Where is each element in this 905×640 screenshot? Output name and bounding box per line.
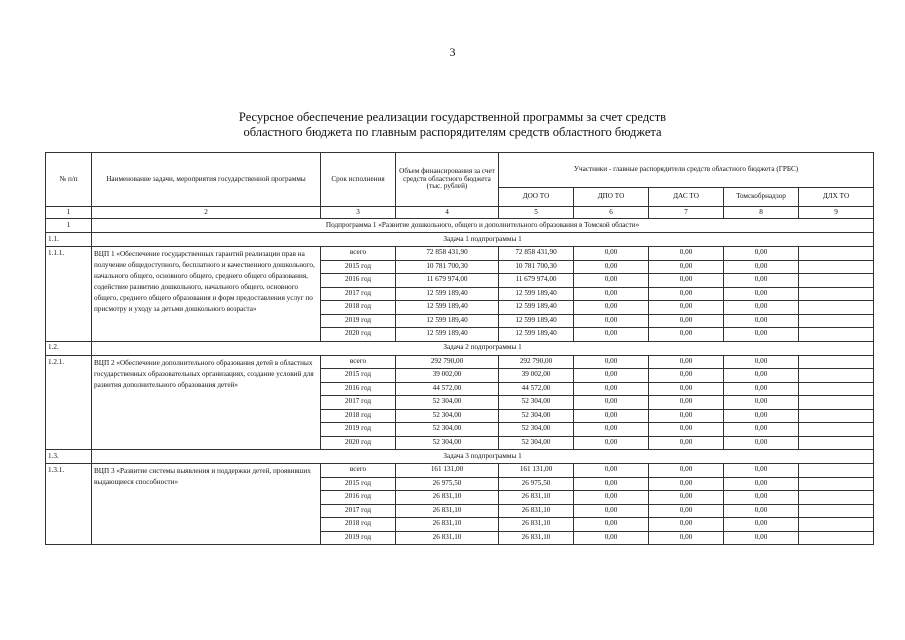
grbs-cell: 0,00	[649, 477, 724, 491]
title-line-1: Ресурсное обеспечение реализации государственной программы за счет средств	[238, 110, 667, 124]
grbs-cell: 12 599 189,40	[499, 314, 574, 328]
header-period: Срок исполнения	[321, 153, 396, 207]
header-grbs: ДАС ТО	[649, 188, 724, 207]
subprogram-index: 1	[46, 219, 92, 233]
grbs-cell	[799, 369, 874, 383]
grbs-cell: 0,00	[724, 287, 799, 301]
volume-cell: 292 790,00	[396, 355, 499, 369]
grbs-cell: 0,00	[724, 518, 799, 532]
table-row	[46, 464, 874, 478]
grbs-cell: 0,00	[649, 369, 724, 383]
volume-cell: 52 304,00	[396, 436, 499, 450]
volume-cell: 12 599 189,40	[396, 328, 499, 342]
grbs-cell: 0,00	[574, 504, 649, 518]
period-cell: 2018 год	[321, 518, 396, 532]
grbs-cell: 0,00	[574, 464, 649, 478]
grbs-cell: 11 679 974,00	[499, 274, 574, 288]
grbs-cell: 52 304,00	[499, 396, 574, 410]
item-description: ВЦП 1 «Обеспечение государственных гарантий реализации прав на получение общедоступного, бесплатного и качественного дошкольного, начального общего, основного общего, среднего общего образования, содействие развитию дошкольного, начального общего, основного общего, среднего общего образования и форм предоставления услуг по присмотру и уходу за детьми дошкольного возраста»	[92, 247, 321, 342]
grbs-cell: 26 831,10	[499, 531, 574, 545]
col-number: 4	[396, 207, 499, 219]
grbs-cell	[799, 260, 874, 274]
grbs-cell: 0,00	[724, 531, 799, 545]
col-number: 8	[724, 207, 799, 219]
volume-cell: 52 304,00	[396, 409, 499, 423]
grbs-cell: 0,00	[724, 301, 799, 315]
grbs-cell: 0,00	[574, 423, 649, 437]
header-grbs: ДОО ТО	[499, 188, 574, 207]
grbs-cell: 0,00	[649, 531, 724, 545]
header-grbs: ДЛХ ТО	[799, 188, 874, 207]
grbs-cell: 12 599 189,40	[499, 287, 574, 301]
grbs-cell: 0,00	[574, 409, 649, 423]
period-cell: 2020 год	[321, 436, 396, 450]
grbs-cell: 26 831,10	[499, 518, 574, 532]
volume-cell: 161 131,00	[396, 464, 499, 478]
task-index: 1.2.	[46, 341, 92, 355]
grbs-cell: 12 599 189,40	[499, 328, 574, 342]
volume-cell: 11 679 974,00	[396, 274, 499, 288]
grbs-cell	[799, 287, 874, 301]
grbs-cell: 0,00	[574, 314, 649, 328]
grbs-cell: 52 304,00	[499, 436, 574, 450]
grbs-cell	[799, 409, 874, 423]
period-cell: 2019 год	[321, 314, 396, 328]
period-cell: 2019 год	[321, 531, 396, 545]
period-cell: 2018 год	[321, 409, 396, 423]
header-num: № п/п	[46, 153, 92, 207]
grbs-cell: 0,00	[724, 477, 799, 491]
grbs-cell: 0,00	[649, 301, 724, 315]
grbs-cell: 12 599 189,40	[499, 301, 574, 315]
header-grbs: Томскобрнадзор	[724, 188, 799, 207]
grbs-cell	[799, 477, 874, 491]
volume-cell: 12 599 189,40	[396, 314, 499, 328]
grbs-cell: 0,00	[724, 464, 799, 478]
period-cell: 2017 год	[321, 287, 396, 301]
period-cell: 2017 год	[321, 396, 396, 410]
grbs-cell: 0,00	[574, 518, 649, 532]
col-number: 2	[92, 207, 321, 219]
volume-cell: 26 831,10	[396, 531, 499, 545]
col-number: 5	[499, 207, 574, 219]
grbs-cell	[799, 464, 874, 478]
grbs-cell	[799, 314, 874, 328]
grbs-cell	[799, 491, 874, 505]
grbs-cell: 0,00	[649, 504, 724, 518]
period-cell: 2017 год	[321, 504, 396, 518]
grbs-cell	[799, 504, 874, 518]
grbs-cell	[799, 531, 874, 545]
grbs-cell	[799, 423, 874, 437]
grbs-cell: 0,00	[724, 409, 799, 423]
header-volume: Объем финансирования за счет средств областного бюджета (тыс. рублей)	[396, 153, 499, 207]
grbs-cell	[799, 355, 874, 369]
volume-cell: 26 831,10	[396, 491, 499, 505]
grbs-cell: 0,00	[649, 423, 724, 437]
grbs-cell: 0,00	[649, 328, 724, 342]
period-cell: 2015 год	[321, 369, 396, 383]
volume-cell: 52 304,00	[396, 396, 499, 410]
grbs-cell: 0,00	[649, 260, 724, 274]
volume-cell: 26 831,10	[396, 518, 499, 532]
period-cell: 2016 год	[321, 382, 396, 396]
grbs-cell: 0,00	[574, 328, 649, 342]
grbs-cell: 0,00	[649, 314, 724, 328]
grbs-cell: 0,00	[574, 301, 649, 315]
grbs-cell: 0,00	[649, 436, 724, 450]
grbs-cell	[799, 396, 874, 410]
grbs-cell: 0,00	[574, 287, 649, 301]
col-number: 6	[574, 207, 649, 219]
grbs-cell: 0,00	[574, 369, 649, 383]
grbs-cell: 0,00	[724, 396, 799, 410]
grbs-cell: 39 002,00	[499, 369, 574, 383]
grbs-cell: 0,00	[649, 382, 724, 396]
header-participants: Участники - главные распорядители средств областного бюджета (ГРБС)	[499, 153, 874, 188]
grbs-cell: 0,00	[724, 491, 799, 505]
grbs-cell: 0,00	[649, 247, 724, 261]
grbs-cell: 0,00	[724, 274, 799, 288]
grbs-cell: 0,00	[724, 504, 799, 518]
grbs-cell: 0,00	[724, 328, 799, 342]
header-grbs: ДПО ТО	[574, 188, 649, 207]
grbs-cell: 26 975,50	[499, 477, 574, 491]
task-index: 1.1.	[46, 233, 92, 247]
grbs-cell: 0,00	[649, 396, 724, 410]
grbs-cell	[799, 274, 874, 288]
volume-cell: 72 858 431,90	[396, 247, 499, 261]
grbs-cell	[799, 436, 874, 450]
item-description: ВЦП 2 «Обеспечение дополнительного образования детей в областных государственных образовательных организациях, создание условий для развития дополнительного образования детей»	[92, 355, 321, 450]
volume-cell: 26 831,10	[396, 504, 499, 518]
grbs-cell: 0,00	[574, 531, 649, 545]
task-index: 1.3.	[46, 450, 92, 464]
grbs-cell: 0,00	[724, 436, 799, 450]
grbs-cell: 292 790,00	[499, 355, 574, 369]
grbs-cell: 26 831,10	[499, 504, 574, 518]
volume-cell: 26 975,50	[396, 477, 499, 491]
table-row	[46, 247, 874, 261]
title-line-2: областного бюджета по главным распорядителям средств областного бюджета	[243, 125, 662, 139]
grbs-cell: 0,00	[724, 355, 799, 369]
col-number: 7	[649, 207, 724, 219]
period-cell: 2015 год	[321, 260, 396, 274]
grbs-cell: 0,00	[574, 477, 649, 491]
task-title: Задача 2 подпрограммы 1	[92, 341, 874, 355]
header-name: Наименование задачи, мероприятия государственной программы	[92, 153, 321, 207]
period-cell: всего	[321, 464, 396, 478]
grbs-cell: 0,00	[649, 518, 724, 532]
volume-cell: 52 304,00	[396, 423, 499, 437]
col-number: 3	[321, 207, 396, 219]
item-index: 1.3.1.	[46, 464, 92, 545]
grbs-cell: 0,00	[724, 369, 799, 383]
document-title	[0, 110, 905, 140]
resource-table	[45, 152, 874, 545]
grbs-cell: 72 858 431,90	[499, 247, 574, 261]
grbs-cell: 0,00	[574, 382, 649, 396]
grbs-cell	[799, 328, 874, 342]
period-cell: 2020 год	[321, 328, 396, 342]
grbs-cell: 0,00	[649, 274, 724, 288]
grbs-cell: 26 831,10	[499, 491, 574, 505]
period-cell: 2019 год	[321, 423, 396, 437]
item-description: ВЦП 3 «Развитие системы выявления и поддержки детей, проявивших выдающиеся способности»	[92, 464, 321, 545]
grbs-cell: 52 304,00	[499, 423, 574, 437]
period-cell: 2016 год	[321, 274, 396, 288]
period-cell: всего	[321, 247, 396, 261]
grbs-cell	[799, 518, 874, 532]
column-number-row	[46, 207, 874, 219]
grbs-cell: 0,00	[574, 436, 649, 450]
grbs-cell	[799, 247, 874, 261]
col-number: 1	[46, 207, 92, 219]
grbs-cell: 0,00	[574, 260, 649, 274]
item-index: 1.1.1.	[46, 247, 92, 342]
volume-cell: 12 599 189,40	[396, 301, 499, 315]
subprogram-row	[46, 219, 874, 233]
volume-cell: 44 572,00	[396, 382, 499, 396]
task-title: Задача 3 подпрограммы 1	[92, 450, 874, 464]
grbs-cell: 52 304,00	[499, 409, 574, 423]
grbs-cell: 0,00	[574, 491, 649, 505]
grbs-cell: 0,00	[724, 423, 799, 437]
col-number: 9	[799, 207, 874, 219]
grbs-cell	[799, 301, 874, 315]
grbs-cell: 0,00	[649, 464, 724, 478]
volume-cell: 39 002,00	[396, 369, 499, 383]
grbs-cell: 0,00	[724, 382, 799, 396]
subprogram-title: Подпрограмма 1 «Развитие дошкольного, общего и дополнительного образования в Томской области»	[92, 219, 874, 233]
period-cell: 2015 год	[321, 477, 396, 491]
task-row	[46, 450, 874, 464]
grbs-cell: 44 572,00	[499, 382, 574, 396]
item-index: 1.2.1.	[46, 355, 92, 450]
grbs-cell: 0,00	[649, 491, 724, 505]
grbs-cell: 0,00	[574, 247, 649, 261]
grbs-cell: 0,00	[724, 314, 799, 328]
grbs-cell: 0,00	[649, 287, 724, 301]
period-cell: 2016 год	[321, 491, 396, 505]
grbs-cell	[799, 382, 874, 396]
page-number: 3	[449, 45, 456, 59]
grbs-cell: 0,00	[574, 355, 649, 369]
grbs-cell: 10 781 700,30	[499, 260, 574, 274]
grbs-cell: 0,00	[574, 274, 649, 288]
task-row	[46, 233, 874, 247]
table-row	[46, 355, 874, 369]
period-cell: всего	[321, 355, 396, 369]
grbs-cell: 0,00	[574, 396, 649, 410]
header-row-1	[46, 153, 874, 188]
grbs-cell: 0,00	[724, 247, 799, 261]
grbs-cell: 0,00	[724, 260, 799, 274]
task-title: Задача 1 подпрограммы 1	[92, 233, 874, 247]
task-row	[46, 341, 874, 355]
grbs-cell: 0,00	[649, 355, 724, 369]
period-cell: 2018 год	[321, 301, 396, 315]
volume-cell: 10 781 700,30	[396, 260, 499, 274]
grbs-cell: 161 131,00	[499, 464, 574, 478]
grbs-cell: 0,00	[649, 409, 724, 423]
volume-cell: 12 599 189,40	[396, 287, 499, 301]
